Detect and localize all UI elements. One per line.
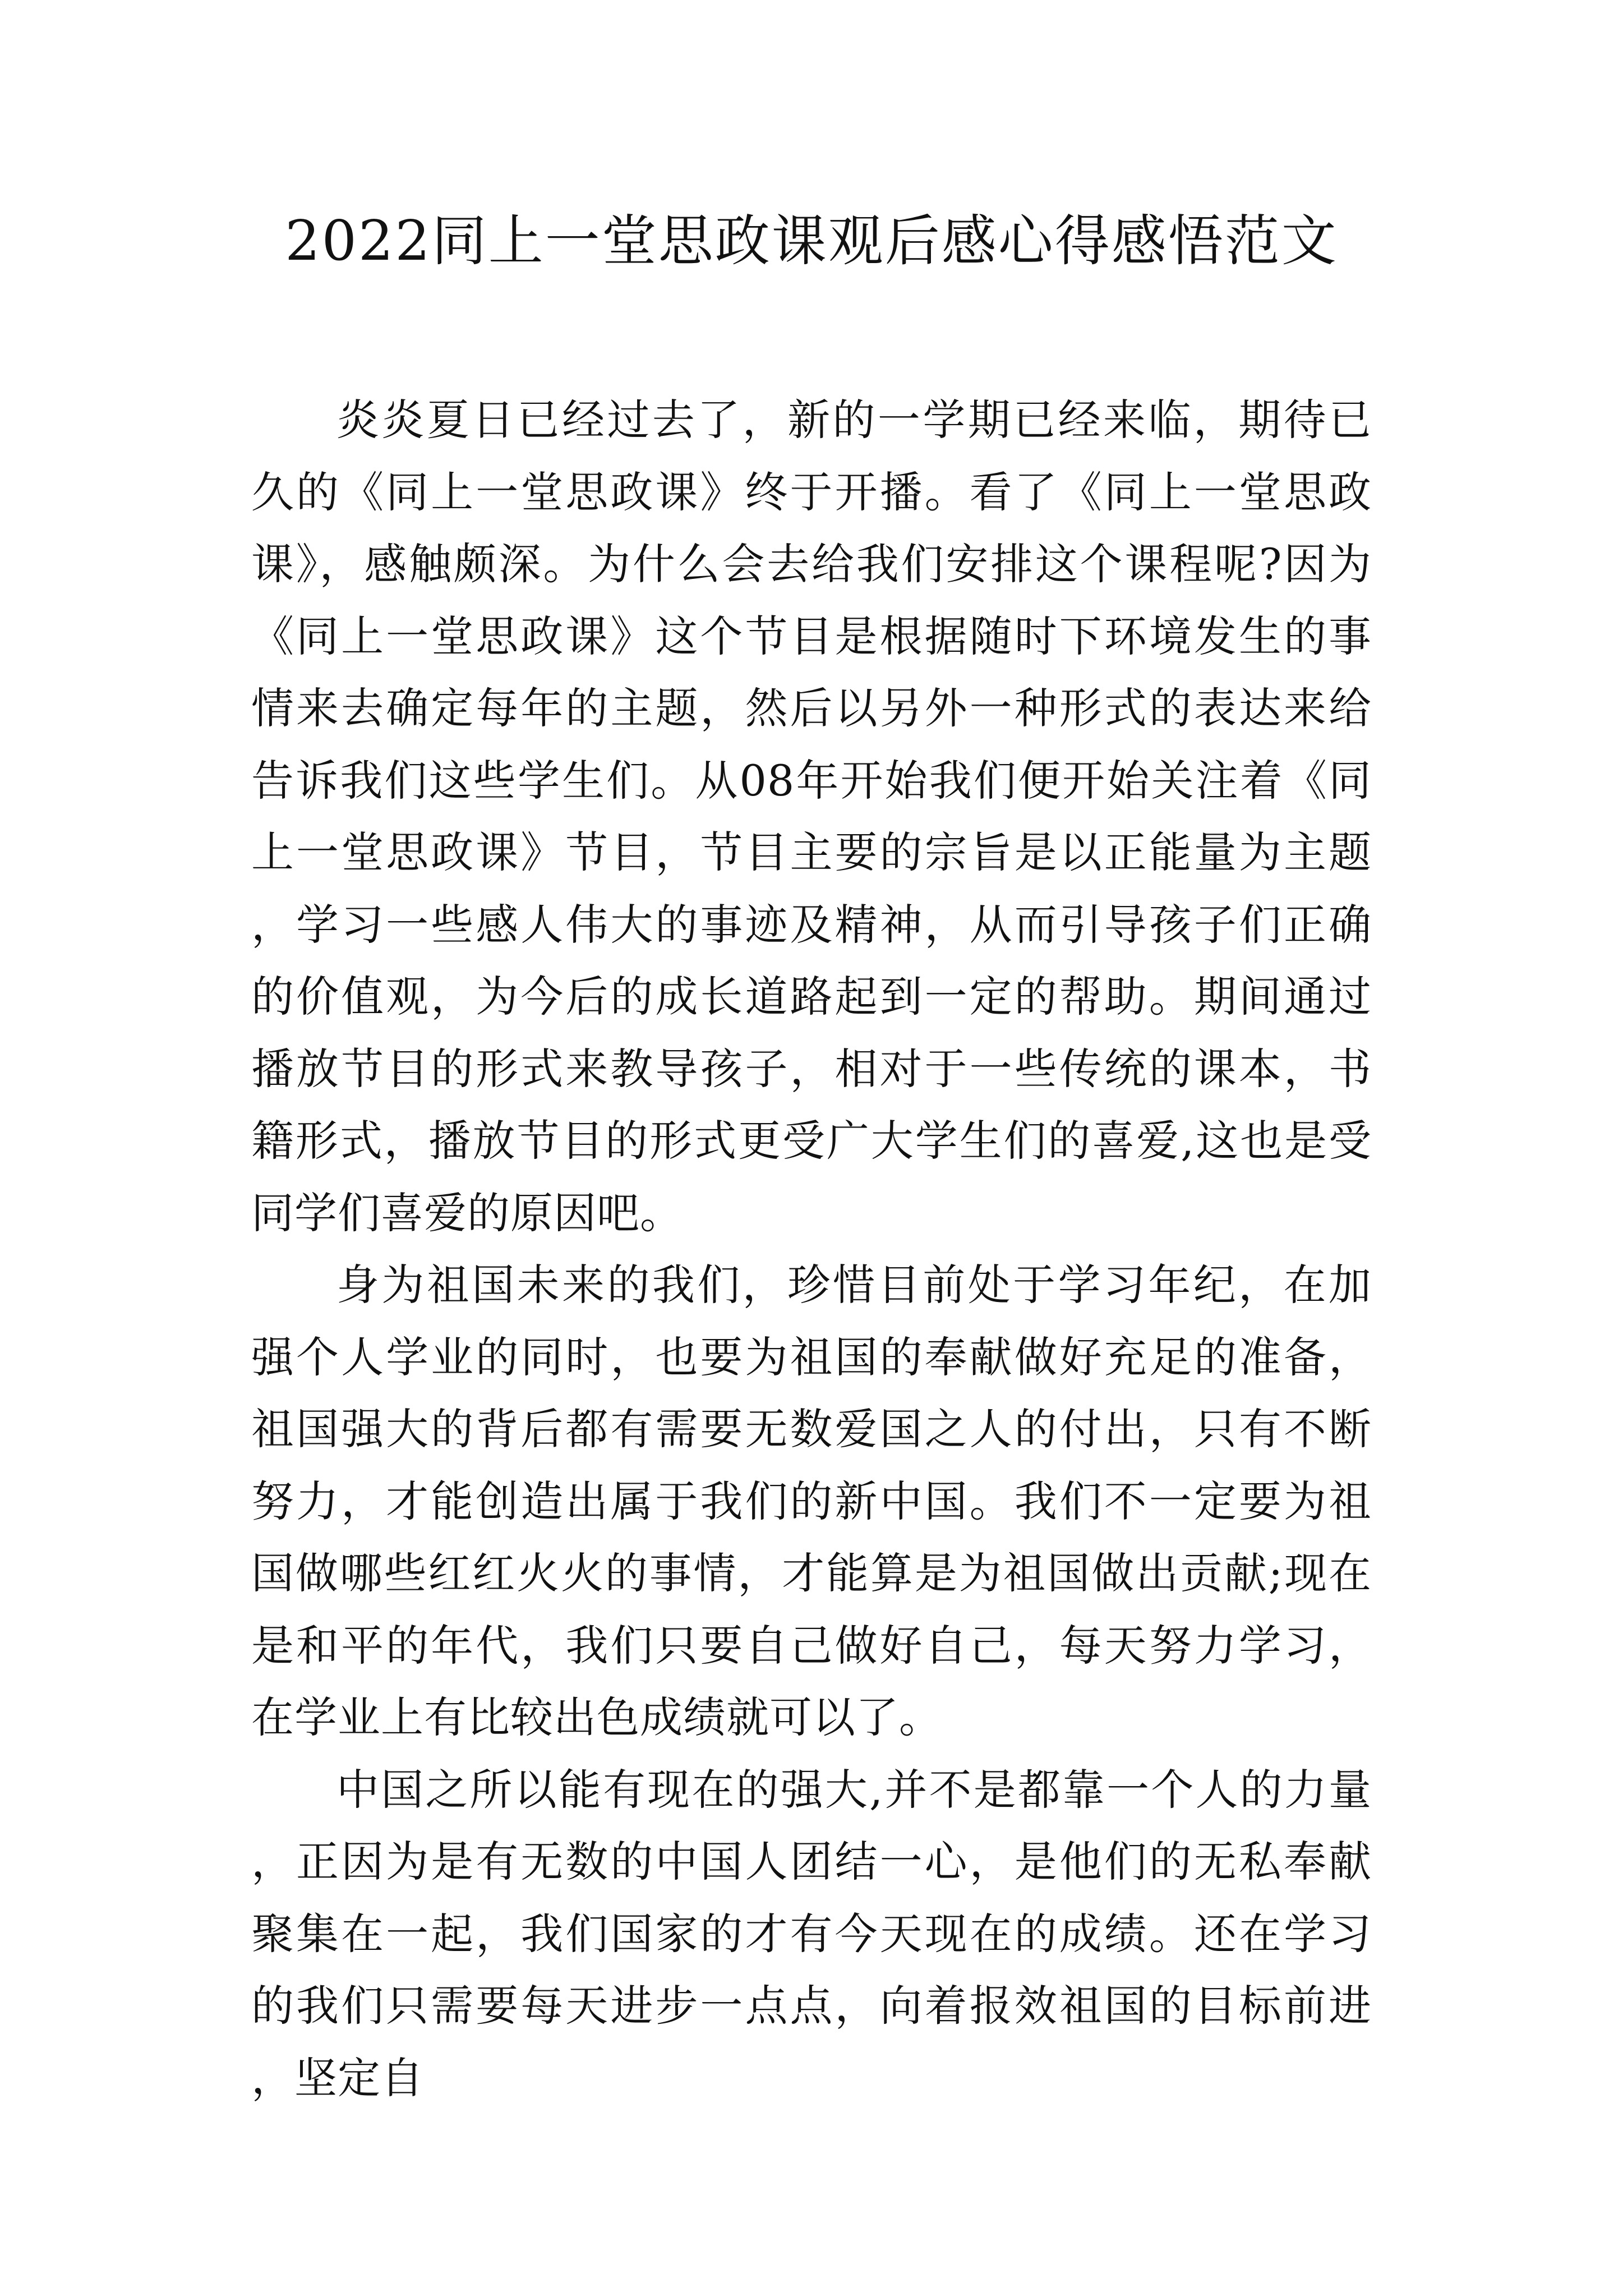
document-title: 2022同上一堂思政课观后感心得感悟范文	[285, 209, 1338, 273]
paragraph: 炎炎夏日已经过去了，新的一学期已经来临，期待已久的《同上一堂思政课》终于开播。看了《同上一堂思政课》，感触颇深。为什么会去给我们安排这个课程呢?因为《同上一堂思政课》这个节目是根据随时下环境发生的事情来去确定每年的主题，然后以另外一种形式的表达来给告诉我们这些学生们。从08年开始我们便开始关注着《同上一堂思政课》节目，节目主要的宗旨是以正能量为主题，学习一些感人伟大的事迹及精神，从而引导孩子们正确的价值观，为今后的成长道路起到一定的帮助。期间通过播放节目的形式来教导孩子，相对于一些传统的课本，书籍形式，播放节目的形式更受广大学生们的喜爱,这也是受同学们喜爱的原因吧。	[251, 395, 1372, 1238]
paragraph: 身为祖国未来的我们，珍惜目前处于学习年纪，在加强个人学业的同时，也要为祖国的奉献做好充足的准备，祖国强大的背后都有需要无数爱国之人的付出，只有不断努力，才能创造出属于我们的新中国。我们不一定要为祖国做哪些红红火火的事情，才能算是为祖国做出贡献;现在是和平的年代，我们只要自己做好自己，每天努力学习，在学业上有比较出色成绩就可以了。	[251, 1260, 1372, 1742]
document-body	[251, 384, 1372, 2114]
paragraph: 中国之所以能有现在的强大,并不是都靠一个人的力量，正因为是有无数的中国人团结一心，是他们的无私奉献聚集在一起，我们国家的才有今天现在的成绩。还在学习的我们只需要每天进步一点点，向着报效祖国的目标前进，坚定自	[251, 1764, 1372, 2103]
